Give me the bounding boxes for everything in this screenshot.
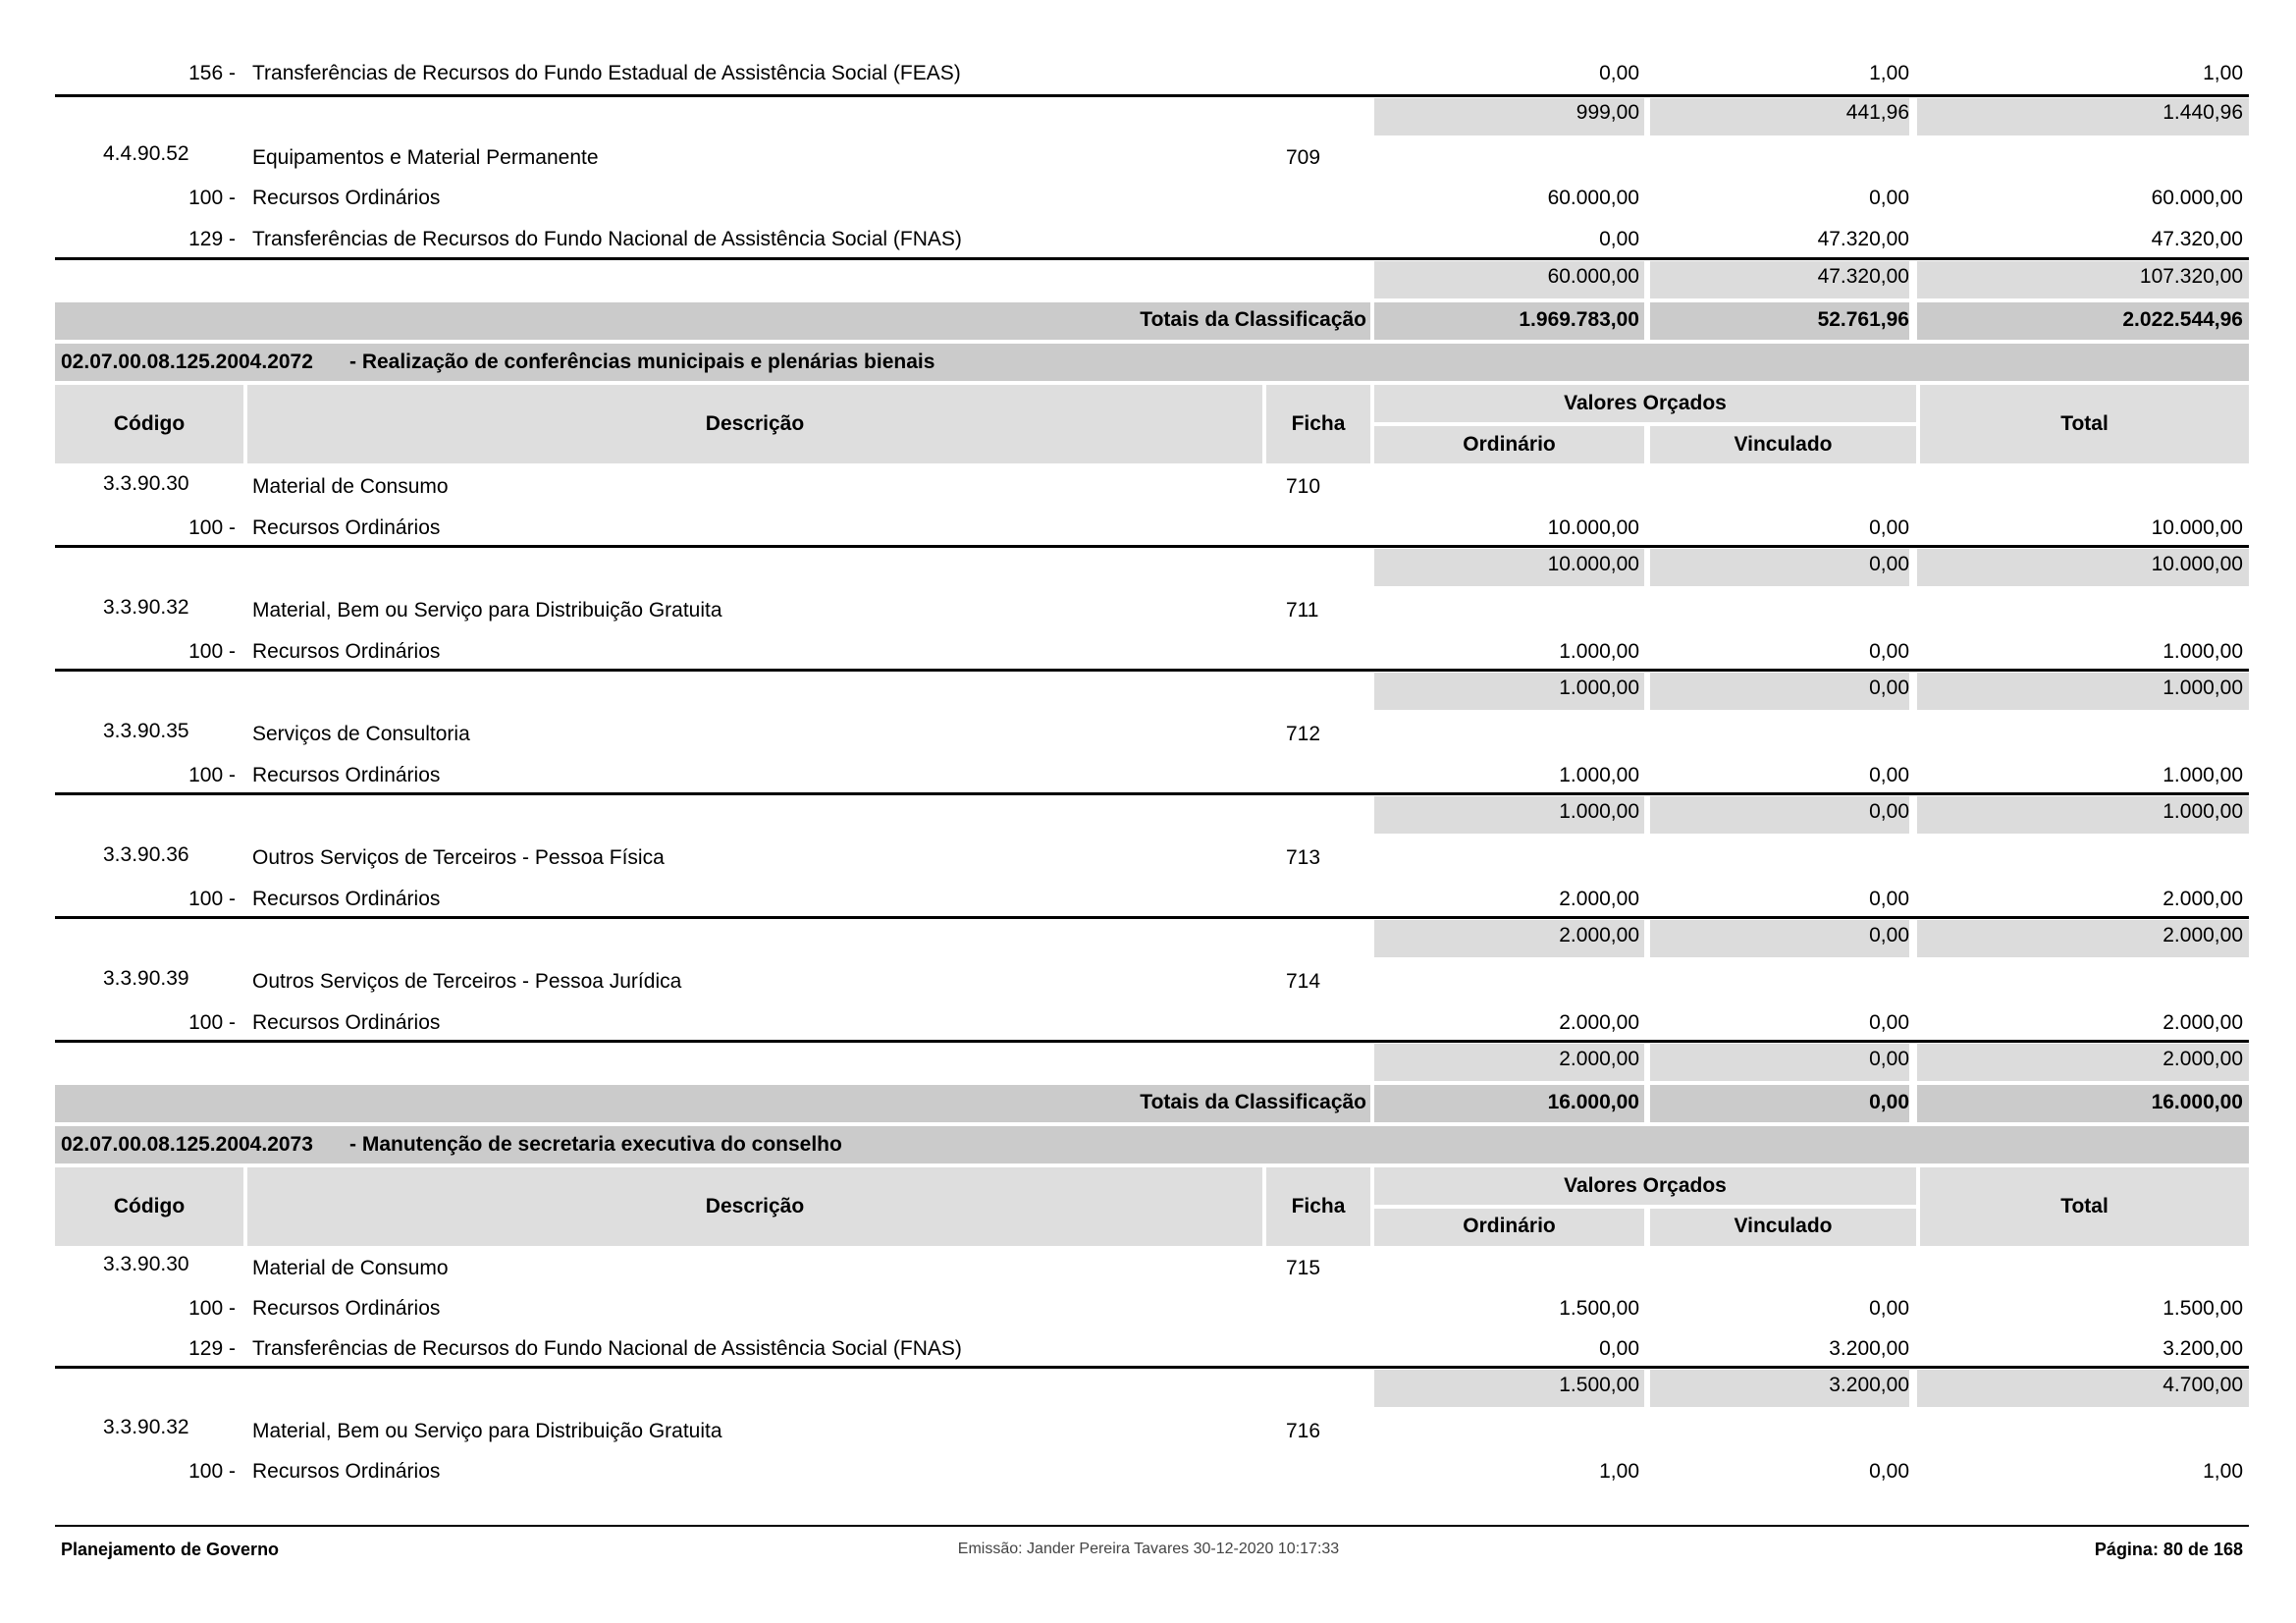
fonte-code: 100 -: [188, 764, 236, 786]
value-total: 1.000,00: [2163, 640, 2243, 663]
col-header-vinculado: Vinculado: [1734, 1215, 1833, 1237]
col-header-valores: Valores Orçados: [1564, 392, 1727, 414]
item-ficha: 713: [1286, 846, 1321, 869]
subtotal-ordinario: 1.000,00: [1559, 676, 1639, 699]
value-vinculado: 0,00: [1869, 1297, 1909, 1320]
col-header-codigo: Código: [113, 1195, 186, 1217]
fonte-code: 129 -: [188, 1337, 236, 1360]
subtotal-ordinario: 2.000,00: [1559, 924, 1639, 947]
fonte-desc: Recursos Ordinários: [252, 1297, 441, 1320]
value-ordinario: 60.000,00: [1547, 187, 1639, 209]
value-vinculado: 0,00: [1869, 640, 1909, 663]
item-code: 3.3.90.30: [103, 472, 189, 495]
subtotal-vinculado: 441,96: [1845, 101, 1909, 124]
section-title: - Manutenção de secretaria executiva do conselho: [349, 1133, 842, 1156]
item-desc: Serviços de Consultoria: [252, 723, 470, 745]
subtotal-vinculado: 3.200,00: [1829, 1374, 1909, 1396]
fonte-desc: Transferências de Recursos do Fundo Estadual de Assistência Social (FEAS): [252, 62, 961, 84]
value-total: 2.000,00: [2163, 888, 2243, 910]
item-ficha: 714: [1286, 970, 1321, 993]
item-desc: Material, Bem ou Serviço para Distribuição Gratuita: [252, 1420, 722, 1442]
subtotal-total: 1.000,00: [2163, 800, 2243, 823]
totals-vinculado: 0,00: [1869, 1091, 1909, 1113]
subtotal-total: 1.000,00: [2163, 676, 2243, 699]
value-total: 3.200,00: [2163, 1337, 2243, 1360]
item-ficha: 709: [1286, 146, 1321, 169]
col-header-valores: Valores Orçados: [1564, 1174, 1727, 1197]
subtotal-vinculado: 0,00: [1869, 676, 1909, 699]
value-ordinario: 0,00: [1599, 62, 1639, 84]
subtotal-ordinario: 1.000,00: [1559, 800, 1639, 823]
fonte-code: 100 -: [188, 888, 236, 910]
value-ordinario: 1.500,00: [1559, 1297, 1639, 1320]
item-desc: Material de Consumo: [252, 1257, 449, 1279]
fonte-code: 100 -: [188, 187, 236, 209]
fonte-code: 100 -: [188, 640, 236, 663]
subtotal-total: 2.000,00: [2163, 1048, 2243, 1070]
footer-emission: Emissão: Jander Pereira Tavares 30-12-2020 10:17:33: [957, 1541, 1340, 1557]
item-code: 3.3.90.35: [103, 720, 189, 742]
separator-line: [55, 792, 2249, 795]
col-header-descricao: Descrição: [705, 1195, 805, 1217]
fonte-desc: Recursos Ordinários: [252, 1460, 441, 1483]
item-ficha: 716: [1286, 1420, 1321, 1442]
value-vinculado: 1,00: [1869, 62, 1909, 84]
totals-total: 16.000,00: [2151, 1091, 2243, 1113]
fonte-desc: Transferências de Recursos do Fundo Nacional de Assistência Social (FNAS): [252, 1337, 962, 1360]
item-desc: Equipamentos e Material Permanente: [252, 146, 599, 169]
col-header-total: Total: [2060, 412, 2109, 435]
fonte-desc: Recursos Ordinários: [252, 187, 441, 209]
separator-line: [55, 94, 2249, 97]
col-header-codigo: Código: [113, 412, 186, 435]
item-ficha: 715: [1286, 1257, 1321, 1279]
fonte-code: 156 -: [188, 62, 236, 84]
separator-line: [55, 1366, 2249, 1369]
value-vinculado: 0,00: [1869, 764, 1909, 786]
fonte-desc: Recursos Ordinários: [252, 516, 441, 539]
subtotal-total: 2.000,00: [2163, 924, 2243, 947]
value-vinculado: 3.200,00: [1829, 1337, 1909, 1360]
item-desc: Outros Serviços de Terceiros - Pessoa Física: [252, 846, 665, 869]
item-code: 3.3.90.36: [103, 843, 189, 866]
fonte-code: 100 -: [188, 1297, 236, 1320]
value-ordinario: 1,00: [1599, 1460, 1639, 1483]
subtotal-total: 1.440,96: [2163, 101, 2243, 124]
item-ficha: 711: [1286, 599, 1319, 622]
subtotal-ordinario: 2.000,00: [1559, 1048, 1639, 1070]
item-desc: Material, Bem ou Serviço para Distribuição Gratuita: [252, 599, 722, 622]
totals-label: Totais da Classificação: [1140, 308, 1366, 331]
value-total: 1.500,00: [2163, 1297, 2243, 1320]
section-code: 02.07.00.08.125.2004.2073: [61, 1133, 313, 1156]
fonte-desc: Recursos Ordinários: [252, 888, 441, 910]
subtotal-vinculado: 0,00: [1869, 553, 1909, 575]
fonte-code: 129 -: [188, 228, 236, 250]
separator-line: [55, 916, 2249, 919]
subtotal-total: 10.000,00: [2151, 553, 2243, 575]
item-code: 3.3.90.39: [103, 967, 189, 990]
value-vinculado: 0,00: [1869, 1460, 1909, 1483]
footer-org: Planejamento de Governo: [61, 1540, 280, 1559]
col-header-ordinario: Ordinário: [1463, 433, 1556, 456]
col-header-ficha: Ficha: [1291, 1195, 1346, 1217]
value-vinculado: 0,00: [1869, 516, 1909, 539]
value-total: 2.000,00: [2163, 1011, 2243, 1034]
footer-page-number: Página: 80 de 168: [2094, 1540, 2243, 1559]
col-header-ficha: Ficha: [1291, 412, 1346, 435]
subtotal-ordinario: 1.500,00: [1559, 1374, 1639, 1396]
value-ordinario: 2.000,00: [1559, 888, 1639, 910]
subtotal-ordinario: 60.000,00: [1547, 265, 1639, 288]
subtotal-ordinario: 999,00: [1575, 101, 1639, 124]
fonte-code: 100 -: [188, 516, 236, 539]
section-code: 02.07.00.08.125.2004.2072: [61, 351, 313, 373]
col-header-vinculado: Vinculado: [1734, 433, 1833, 456]
subtotal-vinculado: 0,00: [1869, 800, 1909, 823]
subtotal-vinculado: 0,00: [1869, 924, 1909, 947]
value-vinculado: 0,00: [1869, 187, 1909, 209]
separator-line: [55, 1040, 2249, 1043]
value-ordinario: 1.000,00: [1559, 640, 1639, 663]
value-total: 1,00: [2203, 1460, 2243, 1483]
footer-rule: [55, 1525, 2249, 1527]
totals-label: Totais da Classificação: [1140, 1091, 1366, 1113]
item-code: 3.3.90.32: [103, 596, 189, 619]
fonte-code: 100 -: [188, 1460, 236, 1483]
item-code: 3.3.90.30: [103, 1253, 189, 1275]
separator-line: [55, 257, 2249, 260]
fonte-desc: Transferências de Recursos do Fundo Nacional de Assistência Social (FNAS): [252, 228, 962, 250]
section-title: - Realização de conferências municipais e plenárias bienais: [349, 351, 935, 373]
fonte-desc: Recursos Ordinários: [252, 764, 441, 786]
col-header-ordinario: Ordinário: [1463, 1215, 1556, 1237]
value-ordinario: 2.000,00: [1559, 1011, 1639, 1034]
item-desc: Outros Serviços de Terceiros - Pessoa Jurídica: [252, 970, 682, 993]
item-ficha: 712: [1286, 723, 1321, 745]
totals-ordinario: 16.000,00: [1547, 1091, 1639, 1113]
value-total: 60.000,00: [2151, 187, 2243, 209]
value-ordinario: 1.000,00: [1559, 764, 1639, 786]
col-header-descricao: Descrição: [705, 412, 805, 435]
fonte-desc: Recursos Ordinários: [252, 640, 441, 663]
value-total: 47.320,00: [2151, 228, 2243, 250]
value-total: 1.000,00: [2163, 764, 2243, 786]
fonte-code: 100 -: [188, 1011, 236, 1034]
value-total: 10.000,00: [2151, 516, 2243, 539]
item-desc: Material de Consumo: [252, 475, 449, 498]
value-ordinario: 0,00: [1599, 1337, 1639, 1360]
subtotal-total: 4.700,00: [2163, 1374, 2243, 1396]
item-code: 4.4.90.52: [103, 142, 189, 165]
subtotal-vinculado: 47.320,00: [1817, 265, 1909, 288]
separator-line: [55, 545, 2249, 548]
separator-line: [55, 669, 2249, 672]
value-ordinario: 10.000,00: [1547, 516, 1639, 539]
value-vinculado: 0,00: [1869, 1011, 1909, 1034]
totals-ordinario: 1.969.783,00: [1519, 308, 1639, 331]
subtotal-total: 107.320,00: [2139, 265, 2243, 288]
value-total: 1,00: [2203, 62, 2243, 84]
value-ordinario: 0,00: [1599, 228, 1639, 250]
totals-vinculado: 52.761,96: [1817, 308, 1909, 331]
col-header-total: Total: [2060, 1195, 2109, 1217]
item-ficha: 710: [1286, 475, 1321, 498]
subtotal-ordinario: 10.000,00: [1547, 553, 1639, 575]
value-vinculado: 0,00: [1869, 888, 1909, 910]
item-code: 3.3.90.32: [103, 1416, 189, 1438]
totals-total: 2.022.544,96: [2122, 308, 2243, 331]
fonte-desc: Recursos Ordinários: [252, 1011, 441, 1034]
subtotal-vinculado: 0,00: [1869, 1048, 1909, 1070]
value-vinculado: 47.320,00: [1817, 228, 1909, 250]
